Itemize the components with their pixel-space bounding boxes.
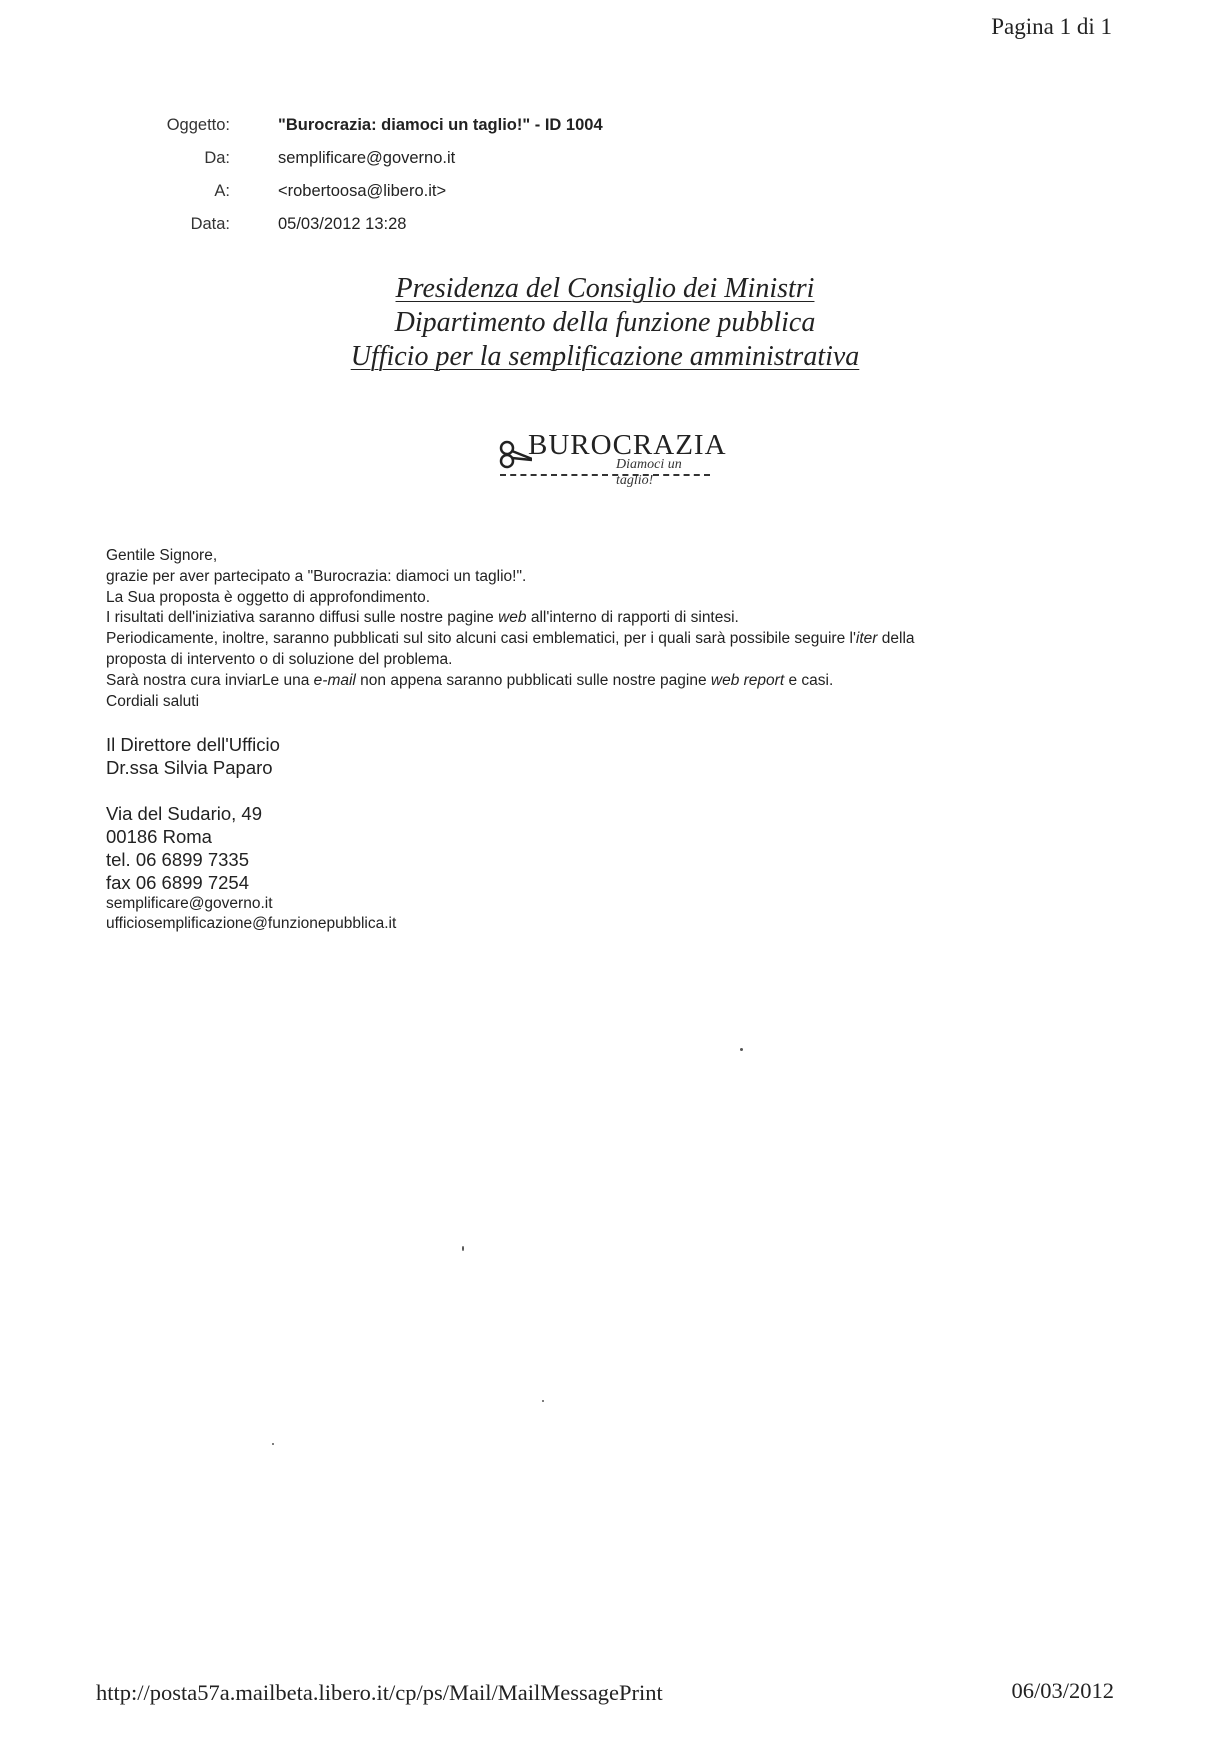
body-line-2: La Sua proposta è oggetto di approfondimento. [106, 588, 431, 606]
institution-line-presidenza: Presidenza del Consiglio dei Ministri [395, 273, 815, 304]
header-value-subject: "Burocrazia: diamoci un taglio!" - ID 1004 [278, 116, 603, 134]
scissors-icon [498, 439, 532, 469]
address-city: 00186 Roma [106, 826, 212, 847]
address-tel: tel. 06 6899 7335 [106, 849, 249, 870]
message-body [106, 546, 1126, 712]
body-line-4 [106, 629, 1126, 650]
burocrazia-logo [498, 425, 727, 488]
body-closing: Cordiali saluti [106, 692, 200, 710]
logo-subtitle: Diamoci un taglio! [616, 457, 682, 488]
page-number: Pagina 1 di 1 [991, 14, 1112, 39]
header-row-from [140, 149, 603, 182]
header-label-to: A: [214, 182, 230, 200]
body-line-4-b: della [877, 630, 915, 648]
header-row-date [140, 215, 603, 248]
header-label-from: Da: [204, 149, 230, 167]
body-line-6-c: e casi. [784, 671, 834, 689]
footer-date: 06/03/2012 [1011, 1678, 1114, 1703]
body-line-6-em-1: e-mail [313, 671, 356, 689]
header-value-date: 05/03/2012 13:28 [278, 215, 407, 233]
signature-block [106, 734, 280, 779]
logo-cut-line [500, 474, 710, 476]
header-row-to [140, 182, 603, 215]
address-email-2: ufficiosemplificazione@funzionepubblica.it [106, 915, 397, 932]
body-line-3-em: web [498, 609, 527, 627]
body-line-4-em: iter [855, 630, 878, 648]
header-value-from: semplificare@governo.it [278, 149, 456, 167]
header-value-to: <robertoosa@libero.it> [278, 182, 447, 200]
body-line-3-a: I risultati dell'iniziativa saranno diffusi sulle nostre pagine [106, 609, 499, 627]
scan-speck [542, 1400, 544, 1402]
body-line-6 [106, 671, 1126, 692]
body-line-5: proposta di intervento o di soluzione del problema. [106, 650, 453, 668]
header-row-subject [140, 116, 603, 149]
signature-name: Dr.ssa Silvia Paparo [106, 756, 273, 778]
body-line-4-a: Periodicamente, inoltre, saranno pubblicati sul sito alcuni casi emblematici, per i quali sarà possibile seguire l' [106, 630, 856, 648]
institution-line-ufficio: Ufficio per la semplificazione amministrativa [350, 341, 860, 372]
body-line-6-em-2: web report [710, 671, 785, 689]
body-line-3-b: all'interno di rapporti di sintesi. [526, 609, 739, 627]
institution-line-dipartimento: Dipartimento della funzione pubblica [394, 307, 816, 338]
scan-speck [740, 1048, 743, 1051]
address-street: Via del Sudario, 49 [106, 803, 262, 824]
body-line-1: grazie per aver partecipato a "Burocrazia: diamoci un taglio!". [106, 567, 527, 585]
scan-speck [272, 1443, 274, 1445]
email-headers [140, 116, 603, 248]
body-greeting: Gentile Signore, [106, 547, 218, 564]
signature-role: Il Direttore dell'Ufficio [106, 734, 280, 755]
address-block [106, 802, 396, 934]
address-fax: fax 06 6899 7254 [106, 872, 249, 893]
logo-title: BUROCRAZIA [528, 429, 727, 461]
header-label-subject: Oggetto: [166, 116, 230, 134]
body-line-6-a: Sarà nostra cura inviarLe una [106, 671, 314, 689]
header-label-date: Data: [190, 215, 230, 233]
body-line-3 [106, 608, 1126, 629]
scan-speck [462, 1246, 464, 1251]
institution-heading [340, 272, 870, 374]
body-line-6-b: non appena saranno pubblicati sulle nostre pagine [355, 671, 711, 689]
footer-url: http://posta57a.mailbeta.libero.it/cp/ps/Mail/MailMessagePrint [96, 1680, 663, 1705]
address-email-1: semplificare@governo.it [106, 895, 273, 912]
